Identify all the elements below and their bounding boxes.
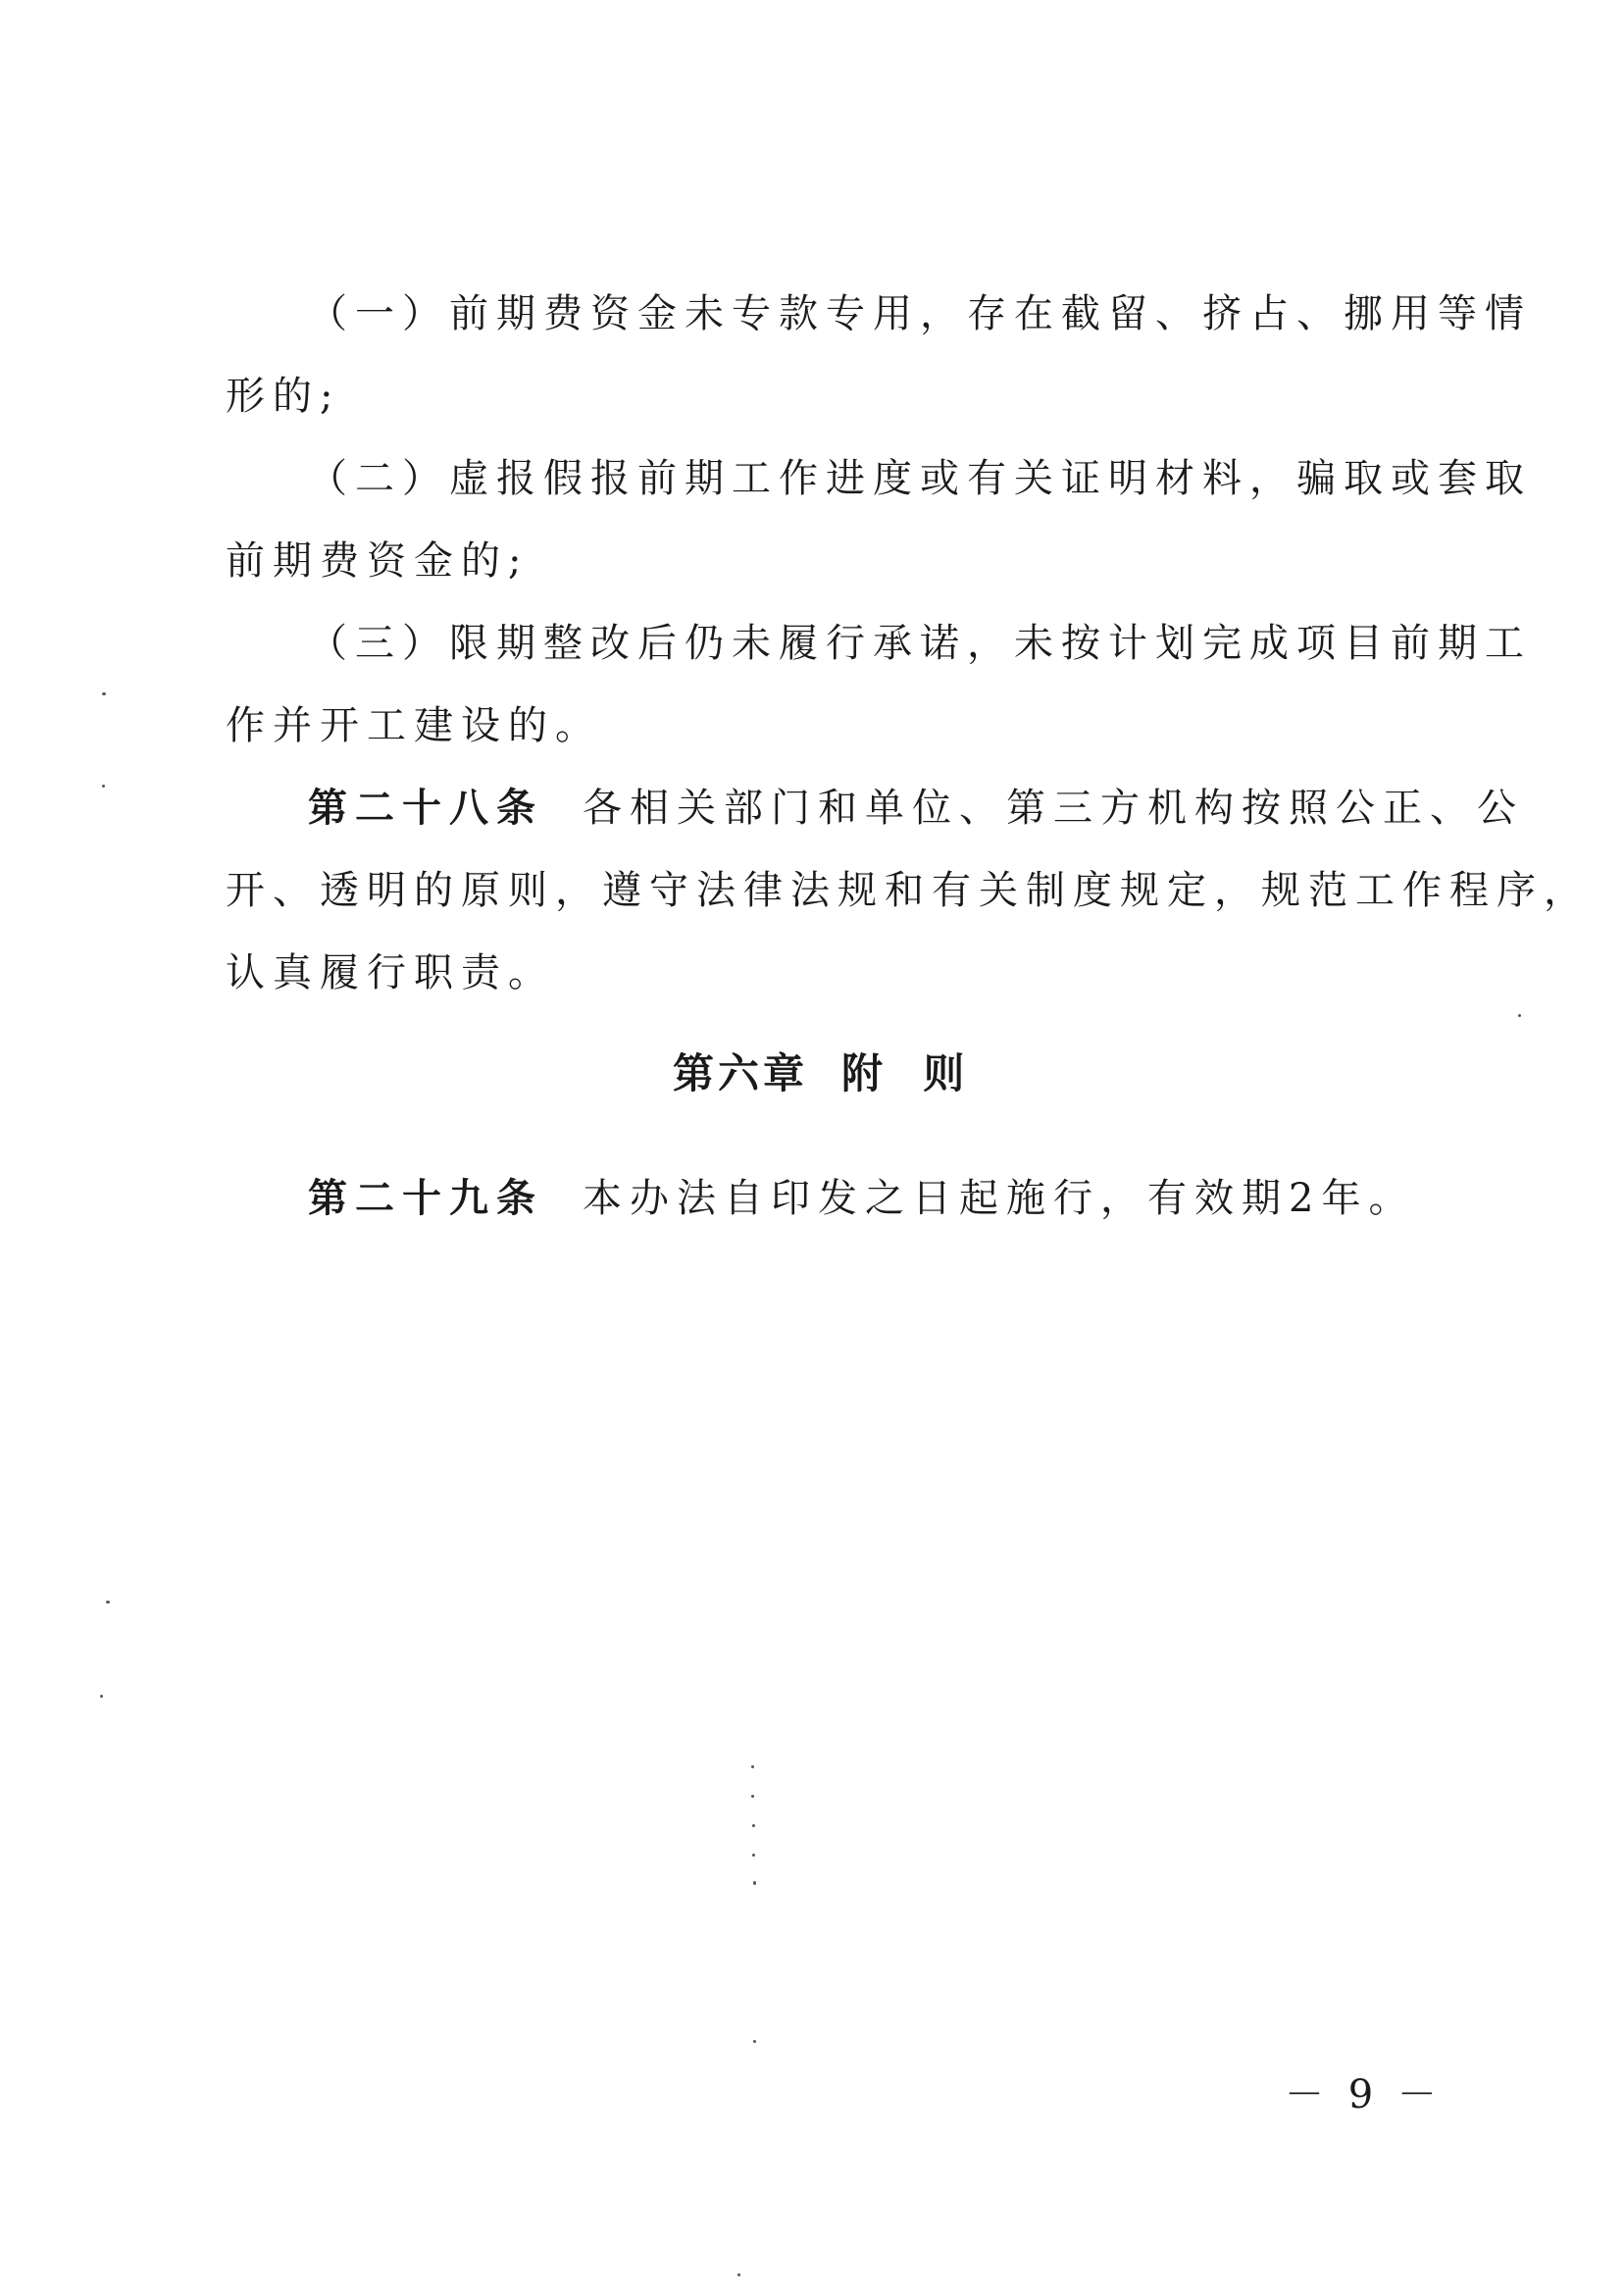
item-3-line-1: （三）限期整改后仍未履行承诺，未按计划完成项目前期工 (308, 621, 1532, 666)
scan-speck (100, 1695, 103, 1698)
article-29-line (308, 1175, 1415, 1222)
scan-speck (102, 785, 105, 788)
article-29-label: 第二十九条 (308, 1175, 543, 1221)
scan-speck (752, 1854, 755, 1857)
article-28-text-1: 各相关部门和单位、第三方机构按照公正、公 (583, 786, 1524, 831)
scan-speck (751, 1795, 754, 1798)
item-1-line-2: 形的; (226, 374, 341, 419)
article-28-line-2: 开、透明的原则，遵守法律法规和有关制度规定，规范工作程序， (226, 868, 1591, 913)
scan-speck (751, 1765, 754, 1768)
scan-speck (1518, 1014, 1521, 1017)
article-28-line-1 (308, 785, 1524, 832)
article-29-text: 本办法自印发之日起施行，有效期2年。 (583, 1176, 1416, 1221)
item-1-line-1: （一）前期费资金未专款专用，存在截留、挤占、挪用等情 (308, 291, 1532, 336)
scan-speck (102, 692, 106, 695)
article-28-line-3: 认真履行职责。 (226, 950, 555, 995)
item-2-line-2: 前期费资金的; (226, 538, 530, 584)
chapter-number: 第六章 (673, 1049, 809, 1097)
item-2-line-1: （二）虚报假报前期工作进度或有关证明材料，骗取或套取 (308, 456, 1532, 501)
article-28-label: 第二十八条 (308, 785, 543, 831)
chapter-heading (673, 1049, 968, 1098)
scan-speck (106, 1601, 110, 1604)
page-number: － 9 － (1285, 2072, 1443, 2117)
scan-speck (753, 2040, 756, 2043)
scan-speck (753, 1881, 756, 1885)
scan-speck (737, 2273, 740, 2276)
item-3-line-2: 作并开工建设的。 (226, 703, 602, 748)
chapter-title: 附 则 (841, 1049, 969, 1097)
scan-speck (752, 1824, 755, 1827)
